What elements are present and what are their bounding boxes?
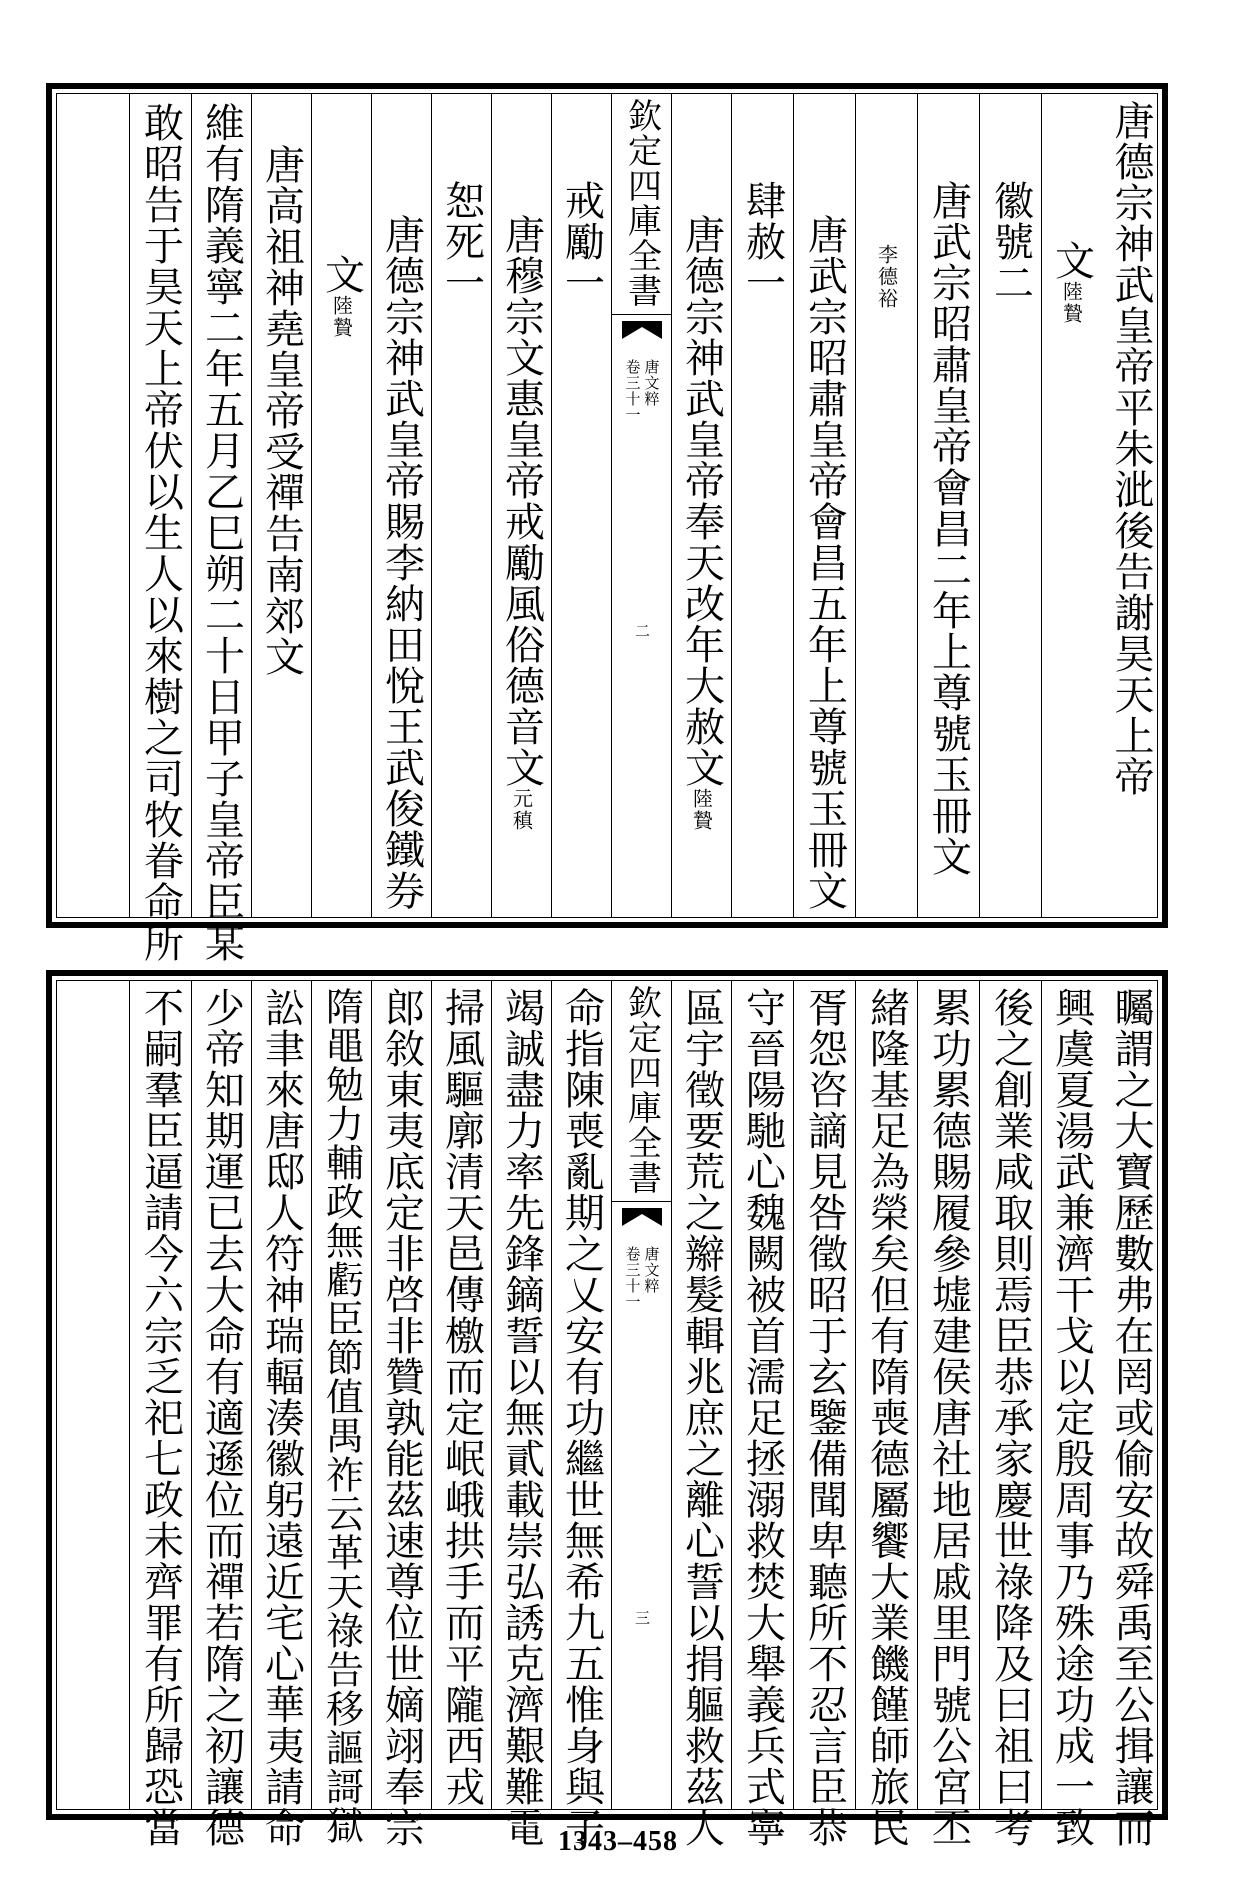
author-note: 元稹 [509, 788, 534, 832]
bottom-col-15 [191, 981, 251, 1848]
column-text: 胥怨咨謫見咎徵昭于玄鑒備聞卑聽所不忍言臣恭 [801, 987, 848, 1848]
bottom-col-10 [491, 981, 551, 1848]
section-heading: 徽號二 [987, 180, 1034, 303]
bottom-col-5 [855, 981, 917, 1848]
center-volume: 卷三十一 [623, 359, 642, 423]
column-text: 訟聿來唐邸人符神瑞輻湊徽躬遠近宅心華夷請命 [258, 987, 305, 1848]
page-number: 1343–458 [558, 1826, 678, 1857]
column-text: 掃風驅廓清天邑傳檄而定岷峨拱手而平隴西戎 [438, 987, 485, 1807]
bottom-col-16 [129, 981, 191, 1848]
top-col-16 [129, 94, 191, 963]
column-text: 矚謂之大寶歷數弗在罔或偷安故舜禹至公揖讓而 [1108, 987, 1154, 1848]
center-book: 唐文粹 [642, 359, 661, 407]
top-page-frame [46, 83, 1168, 963]
column-text: 唐穆宗文惠皇帝戒勵風俗德音文 [498, 214, 545, 788]
section-heading: 恕死一 [438, 180, 485, 303]
top-col-13 [311, 94, 371, 917]
column-text: 興虞夏湯武兼濟干戈以定殷周事乃殊途功成一致 [1048, 987, 1095, 1848]
column-text: 累功累德賜履參墟建侯唐社地居戚里門號公宮丕 [925, 987, 972, 1848]
column-text: 文 [318, 254, 365, 295]
top-center-column [611, 94, 671, 917]
top-col-5 [855, 94, 917, 917]
author-note: 李德裕 [874, 244, 899, 310]
folio-number: 三 [633, 1610, 651, 1626]
column-text: 唐高祖神堯皇帝受禪告南郊文 [258, 144, 305, 677]
column-text: 少帝知期運已去大命有適遜位而禪若隋之初讓德 [198, 987, 245, 1848]
column-text: 郎敘東夷底定非啓非贊孰能茲速尊位世嫡翊奉宗 [378, 987, 425, 1848]
column-text: 文 [1048, 240, 1095, 281]
column-text: 後之創業咸取則焉臣恭承家慶世祿降及曰祖曰考 [987, 987, 1034, 1848]
bottom-col-7 [731, 981, 793, 1848]
bottom-col-2 [1041, 981, 1101, 1848]
top-col-4 [917, 94, 979, 917]
bottom-col-13 [311, 981, 371, 1845]
section-heading: 肆赦一 [739, 180, 786, 303]
folio-number: 二 [633, 623, 651, 639]
column-text: 唐武宗昭肅皇帝會昌五年上尊號玉冊文 [801, 214, 848, 911]
bottom-col-8 [671, 981, 731, 1848]
center-volume: 卷三十一 [623, 1246, 642, 1310]
column-text: 敢昭告于昊天上帝伏以生人以來樹之司牧眷命所 [137, 102, 184, 963]
bottom-col-6 [793, 981, 855, 1848]
column-text: 維有隋義寧二年五月乙巳朔二十日甲子皇帝臣某 [198, 102, 245, 963]
bottom-center-column [611, 981, 671, 1809]
fishtail-mark [622, 321, 662, 341]
top-col-14 [251, 94, 311, 917]
section-heading: 戒勵一 [558, 180, 605, 303]
top-col-10 [491, 94, 551, 917]
center-book: 唐文粹 [642, 1246, 661, 1294]
column-text: 區宇徵要荒之辮髮輯兆庶之離心誓以捐軀救茲人 [678, 987, 725, 1848]
bottom-col-11 [431, 981, 491, 1809]
column-text: 竭誠盡力率先鋒鏑誓以無貳載崇弘誘克濟艱難電 [498, 987, 545, 1848]
top-col-1 [1101, 94, 1161, 917]
bottom-col-3 [979, 981, 1041, 1848]
column-text: 隋黽勉力輔政無虧臣節值禺祚云革天祿告移謳謌獄 [319, 987, 364, 1845]
author-note: 陸贄 [1059, 281, 1084, 325]
bottom-col-9 [551, 981, 611, 1848]
column-text: 唐武宗昭肅皇帝會昌二年上尊號玉冊文 [925, 180, 972, 877]
column-text: 緒隆基足為榮矣但有隋喪德屬饗大業饑饉師旅民 [863, 987, 910, 1848]
fishtail-mark [622, 1208, 662, 1228]
top-col-6 [793, 94, 855, 917]
top-page-inner-frame [56, 93, 1158, 963]
bottom-col-4 [917, 981, 979, 1848]
column-text: 唐德宗神武皇帝奉天改年大赦文 [678, 214, 725, 788]
bottom-col-1 [1101, 981, 1161, 1848]
center-title: 欽定四庫全書 [621, 985, 662, 1195]
top-col-8 [671, 94, 731, 917]
top-col-12 [371, 94, 431, 917]
bottom-col-14 [251, 981, 311, 1848]
author-note: 陸贄 [329, 295, 354, 339]
column-text: 命指陳喪亂期之乂安有功繼世無希九五惟身與子 [558, 987, 605, 1848]
top-col-2 [1041, 94, 1101, 917]
top-col-15 [191, 94, 251, 963]
top-col-3 [979, 94, 1041, 917]
column-text: 不嗣羣臣逼請今六宗乏祀七政未齊罪有所歸恐當 [137, 987, 184, 1848]
column-text: 唐德宗神武皇帝平朱泚後告謝昊天上帝 [1108, 100, 1154, 797]
center-title: 欽定四庫全書 [621, 98, 662, 308]
top-col-9 [551, 94, 611, 917]
author-note: 陸贄 [689, 788, 714, 832]
bottom-col-12 [371, 981, 431, 1848]
column-text: 唐德宗神武皇帝賜李納田悅王武俊鐵券 [378, 214, 425, 911]
top-col-11 [431, 94, 491, 917]
top-col-7 [731, 94, 793, 917]
column-text: 守晉陽馳心魏闕被首濡足拯溺救焚大舉義兵式寧 [739, 987, 786, 1848]
